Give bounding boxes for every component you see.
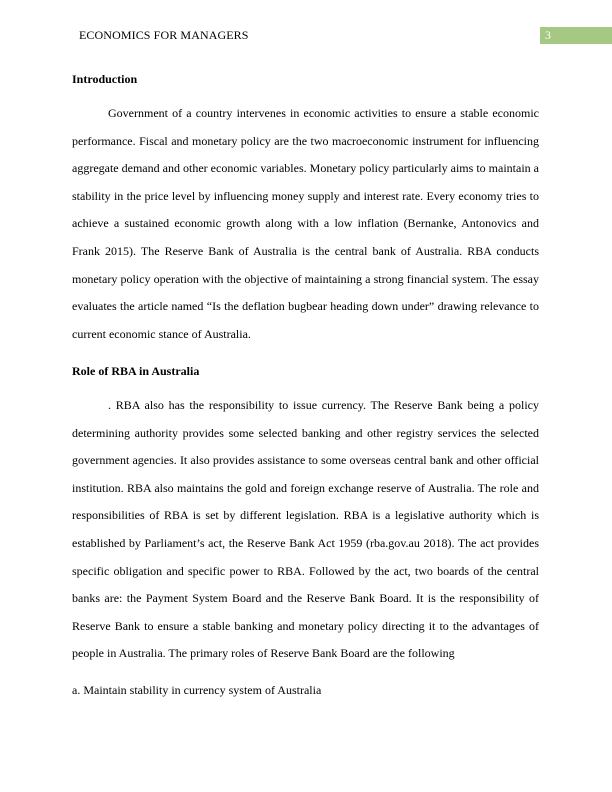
list-item-maintain-stability: a. Maintain stability in currency system of Australia (72, 683, 322, 697)
page-number: 3 (545, 28, 551, 42)
running-header-title: ECONOMICS FOR MANAGERS (79, 28, 249, 42)
role-of-rba-heading: Role of RBA in Australia (72, 364, 200, 378)
role-of-rba-paragraph: . RBA also has the responsibility to issue currency. The Reserve Bank being a policy determining authority provides some selected banking and other registry services the selected government agencies. It also provides assistance to some overseas central bank and other official institution. RBA also maintains the gold and foreign exchange reserve of Australia. The role and responsibilities of RBA is set by different legislation. RBA is a legislative authority which is established by Parliament’s act, the Reserve Bank Act 1959 (rba.gov.au 2018). The act provides specific obligation and specific power to RBA. Followed by the act, two boards of the central banks are: the Payment System Board and the Reserve Bank Board. It is the responsibility of Reserve Bank to ensure a stable banking and monetary policy directing it to the advantages of people in Australia. The primary roles of Reserve Bank Board are the following (72, 398, 539, 661)
introduction-heading: Introduction (72, 72, 138, 86)
page-number-badge (540, 27, 612, 44)
introduction-paragraph: Government of a country intervenes in economic activities to ensure a stable economic performance. Fiscal and monetary policy are the two macroeconomic instrument for influencing aggregate demand and other economic variables. Monetary policy particularly aims to maintain a stability in the price level by influencing money supply and interest rate. Every economy tries to achieve a sustained economic growth along with a low inflation (Bernanke, Antonovics and Frank 2015). The Reserve Bank of Australia is the central bank of Australia. RBA conducts monetary policy operation with the objective of maintaining a strong financial system. The essay evaluates the article named “Is the deflation bugbear heading down under” drawing relevance to current economic stance of Australia. (72, 106, 539, 341)
